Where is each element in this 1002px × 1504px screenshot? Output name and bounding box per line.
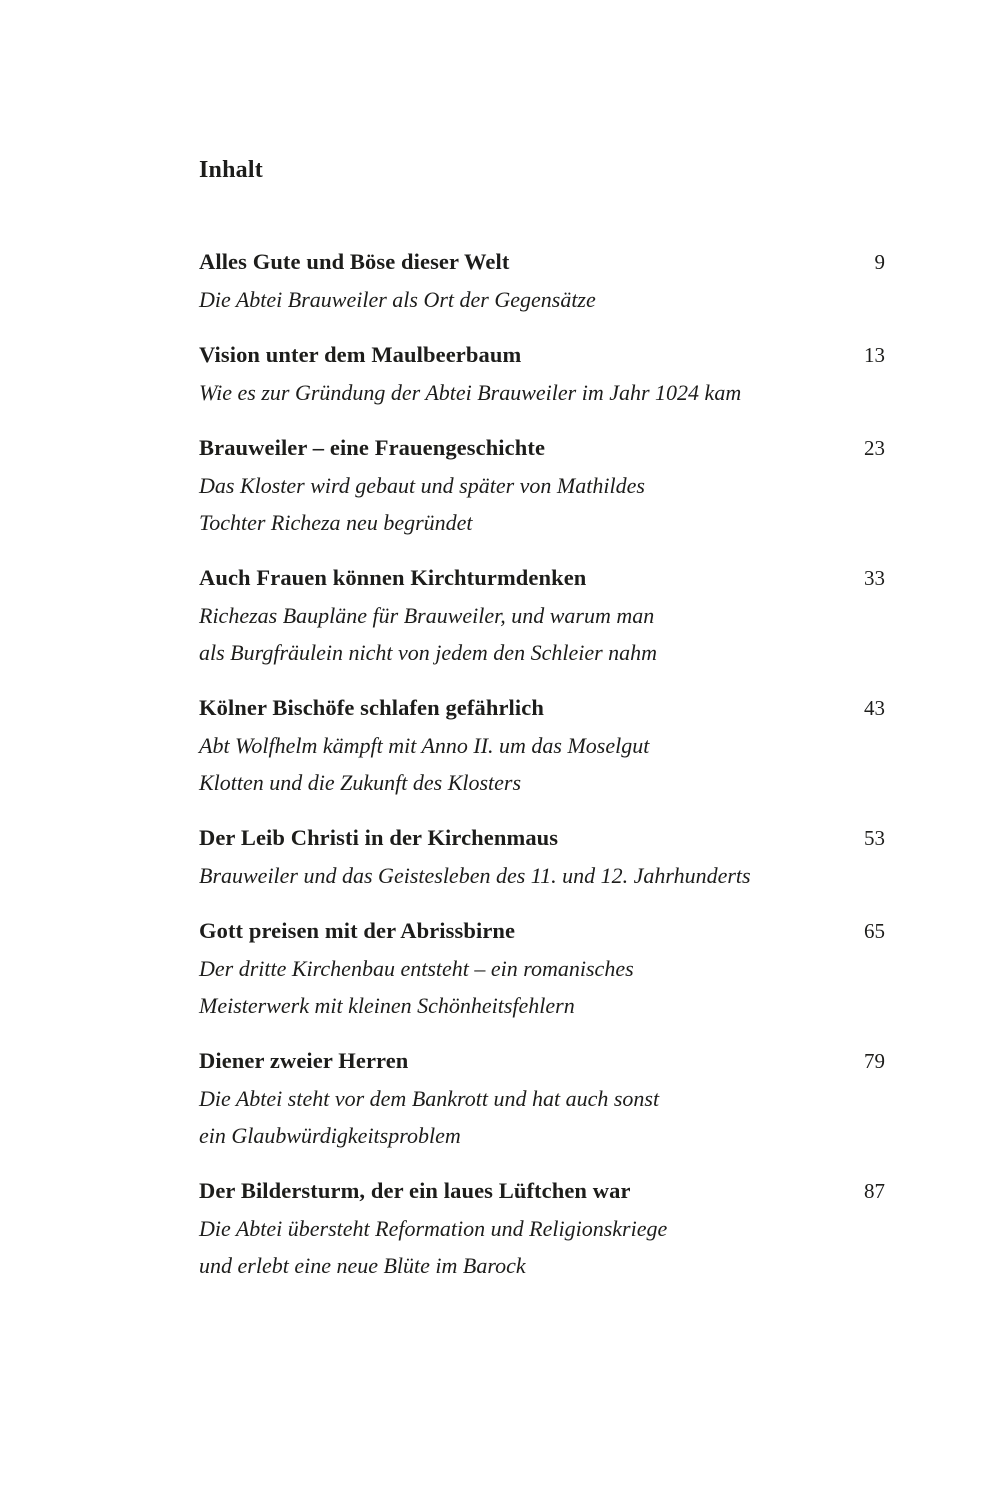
entry-subtitle-line: Meisterwerk mit kleinen Schönheitsfehlern bbox=[199, 993, 575, 1018]
entry-subtitle bbox=[199, 727, 885, 801]
entry-subtitle bbox=[199, 374, 885, 411]
entry-title: Brauweiler – eine Frauengeschichte bbox=[199, 435, 546, 460]
page-title: Inhalt bbox=[199, 157, 263, 183]
entry-title: Alles Gute und Böse dieser Welt bbox=[199, 249, 510, 274]
entry-title: Auch Frauen können Kirchturmdenken bbox=[199, 565, 587, 590]
entry-page-number: 43 bbox=[864, 696, 885, 720]
entry-subtitle bbox=[199, 857, 885, 894]
entry-subtitle-line: Der dritte Kirchenbau entsteht – ein romanisches bbox=[199, 956, 634, 981]
toc-entry bbox=[199, 336, 885, 411]
toc-entry-head bbox=[199, 559, 885, 597]
entry-subtitle-line: Brauweiler und das Geistesleben des 11. und 12. Jahrhunderts bbox=[199, 863, 751, 888]
toc-entry bbox=[199, 1172, 885, 1284]
entry-subtitle bbox=[199, 281, 885, 318]
entry-subtitle bbox=[199, 467, 885, 541]
entry-subtitle-line: Wie es zur Gründung der Abtei Brauweiler im Jahr 1024 kam bbox=[199, 380, 742, 405]
entry-subtitle bbox=[199, 950, 885, 1024]
entry-subtitle-line: Tochter Richeza neu begründet bbox=[199, 510, 473, 535]
entry-subtitle-line: Abt Wolfhelm kämpft mit Anno II. um das Moselgut bbox=[199, 733, 650, 758]
entry-page-number: 23 bbox=[864, 436, 885, 460]
entry-subtitle-line: ein Glaubwürdigkeitsproblem bbox=[199, 1123, 461, 1148]
toc-entry-head bbox=[199, 912, 885, 950]
entry-page-number: 9 bbox=[874, 250, 885, 274]
entry-subtitle bbox=[199, 597, 885, 671]
entry-subtitle-line: Die Abtei steht vor dem Bankrott und hat auch sonst bbox=[199, 1086, 660, 1111]
toc-entry-head bbox=[199, 819, 885, 857]
entry-page-number: 87 bbox=[864, 1179, 885, 1203]
toc-entry bbox=[199, 243, 885, 318]
entry-subtitle-line: Das Kloster wird gebaut und später von Mathildes bbox=[199, 473, 645, 498]
toc-entry bbox=[199, 559, 885, 671]
entry-subtitle bbox=[199, 1210, 885, 1284]
entry-title: Der Bildersturm, der ein laues Lüftchen war bbox=[199, 1178, 631, 1203]
entry-title: Der Leib Christi in der Kirchenmaus bbox=[199, 825, 559, 850]
entry-page-number: 33 bbox=[864, 566, 885, 590]
entry-subtitle-line: Die Abtei Brauweiler als Ort der Gegensätze bbox=[199, 287, 596, 312]
toc-entry bbox=[199, 819, 885, 894]
toc-entry-head bbox=[199, 336, 885, 374]
toc-entry bbox=[199, 912, 885, 1024]
entry-title: Diener zweier Herren bbox=[199, 1048, 409, 1073]
entry-page-number: 79 bbox=[864, 1049, 885, 1073]
entry-subtitle bbox=[199, 1080, 885, 1154]
toc-entry bbox=[199, 1042, 885, 1154]
entry-subtitle-line: als Burgfräulein nicht von jedem den Schleier nahm bbox=[199, 640, 658, 665]
entry-title: Kölner Bischöfe schlafen gefährlich bbox=[199, 695, 544, 720]
toc-entry-head bbox=[199, 243, 885, 281]
toc-entry bbox=[199, 689, 885, 801]
entry-page-number: 13 bbox=[864, 343, 885, 367]
entry-subtitle-line: Richezas Baupläne für Brauweiler, und warum man bbox=[199, 603, 655, 628]
toc-list bbox=[199, 243, 885, 1284]
entry-page-number: 53 bbox=[864, 826, 885, 850]
entry-title: Vision unter dem Maulbeerbaum bbox=[199, 342, 522, 367]
toc-entry-head bbox=[199, 429, 885, 467]
toc-content bbox=[199, 151, 885, 1302]
entry-subtitle-line: und erlebt eine neue Blüte im Barock bbox=[199, 1253, 526, 1278]
entry-title: Gott preisen mit der Abrissbirne bbox=[199, 918, 516, 943]
toc-entry-head bbox=[199, 1042, 885, 1080]
entry-page-number: 65 bbox=[864, 919, 885, 943]
toc-entry-head bbox=[199, 689, 885, 727]
entry-subtitle-line: Die Abtei übersteht Reformation und Religionskriege bbox=[199, 1216, 668, 1241]
entry-subtitle-line: Klotten und die Zukunft des Klosters bbox=[199, 770, 522, 795]
toc-entry-head bbox=[199, 1172, 885, 1210]
toc-entry bbox=[199, 429, 885, 541]
